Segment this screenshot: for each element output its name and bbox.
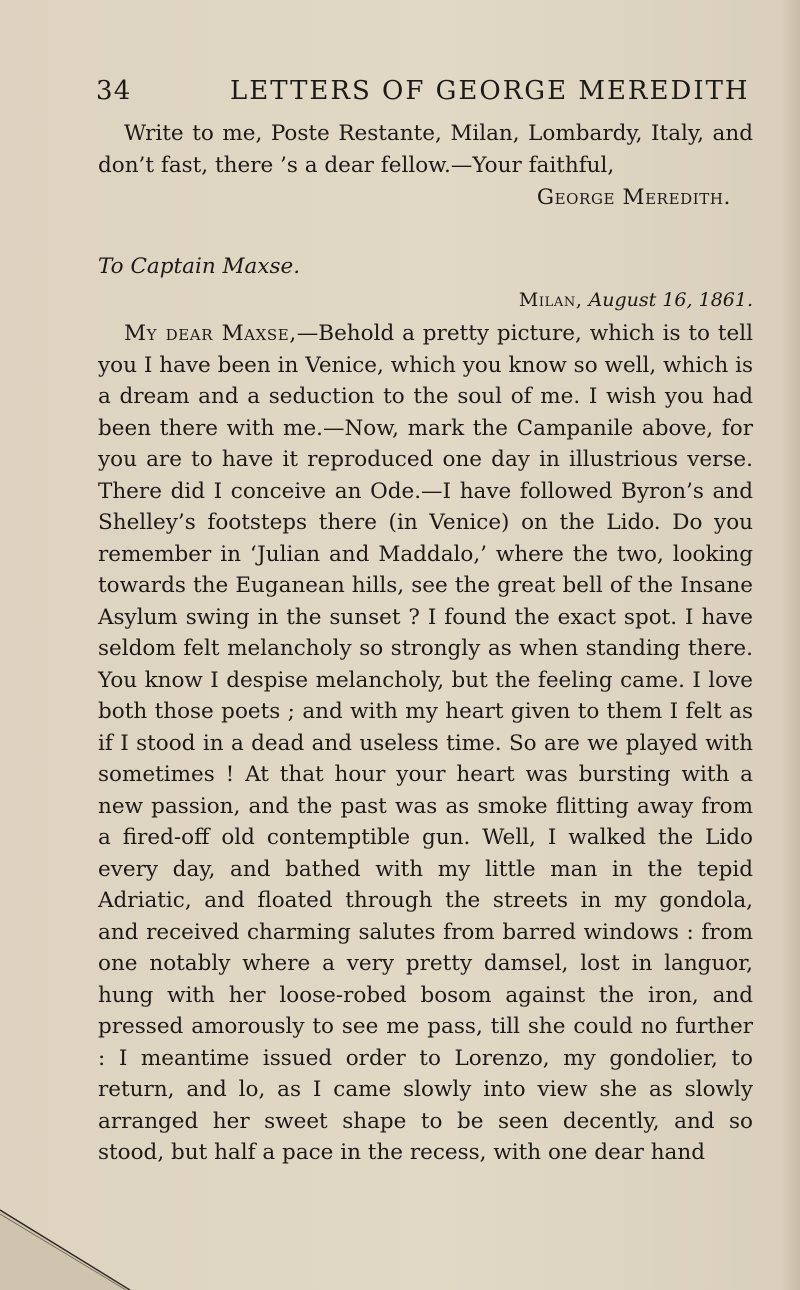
previous-letter-closing: [98, 118, 753, 181]
running-header: [96, 76, 756, 110]
letter-place: Milan,: [518, 289, 583, 311]
letter-addressee: To Captain Maxse.: [98, 254, 301, 279]
letter-salutation: My dear Maxse,: [124, 321, 297, 346]
page-edge-shadow: [782, 0, 800, 1290]
page-number: 34: [96, 76, 132, 106]
running-title: LETTERS OF GEORGE MEREDITH: [230, 76, 750, 106]
previous-letter-signature: George Meredith.: [536, 185, 731, 210]
closing-text: Write to me, Poste Restante, Milan, Lombardy, Italy, and don’t fast, there ’s a dear fellow.—Your faithful,: [98, 121, 753, 178]
letter-date: August 16, 1861.: [588, 289, 753, 311]
letter-body-text: —Behold a pretty picture, which is to tell you I have been in Venice, which you know so well, which is a dream and a seduction to the soul of me. I wish you had been there with me.—Now, mark the Campanile above, for you are to have it reproduced one day in illustrious verse. There did I conceive an Ode.—I have followed Byron’s and Shelley’s footsteps there (in Venice) on the Lido. Do you remember in ‘Julian and Maddalo,’ where the two, looking towards the Euganean hills, see the great bell of the Insane Asylum swing in the sunset ? I found the exact spot. I have seldom felt melancholy so strongly as when standing there. You know I despise melancholy, but the feeling came. I love both those poets ; and with my heart given to them I felt as if I stood in a dead and useless time. So are we played with sometimes ! At that hour your heart was bursting with a new passion, and the past was as smoke flitting away from a fired-off old contemptible gun. Well, I walked the Lido every day, and bathed with my little man in the tepid Adriatic, and floated through the streets in my gondola, and received charming salutes from barred windows : from one notably where a very pretty damsel, lost in languor, hung with her loose-robed bosom against the iron, and pressed amorously to see me pass, till she could no further : I meantime issued order to Lorenzo, my gondolier, to return, and lo, as I came slowly into view she as slowly arranged her sweet shape to be seen decently, and so stood, but half a pace in the recess, with one dear hand: [98, 321, 753, 1165]
letter-body: [98, 318, 753, 1169]
page-corner-fold: [0, 1150, 170, 1290]
letter-dateline: [98, 285, 753, 317]
